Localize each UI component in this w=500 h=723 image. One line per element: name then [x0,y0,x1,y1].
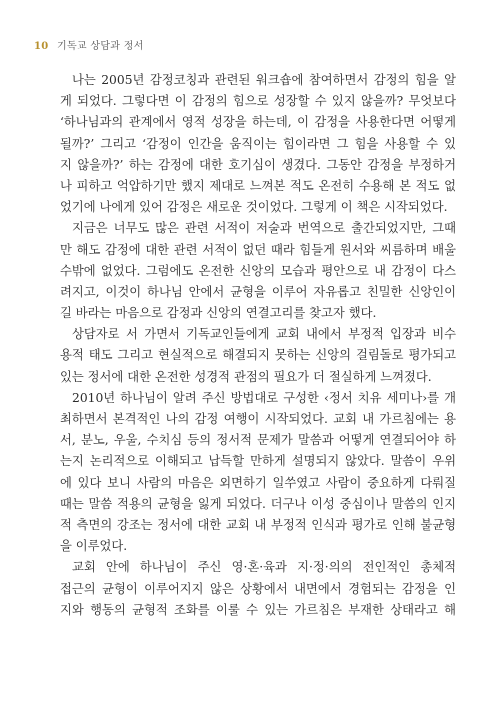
paragraph-line: 될까?’ 그리고 ‘감정이 인간을 움직이는 힘이라면 그 힘을 사용할 수 있 [60,136,456,151]
paragraph-line: 최하면서 본격적인 나의 감정 여행이 시작되었다. 교회 내 가르침에는 용 [60,412,456,426]
paragraph-line: 나는 2005년 감정코칭과 관련된 워크숍에 참여하면서 감정의 힘을 알 [72,73,456,87]
running-header [34,37,144,52]
paragraph-line: 때는 말씀 적용의 균형을 잃게 되었다. 더구나 이성 중심이나 말씀의 인지 [60,496,456,511]
paragraph-line: 있는 정서에 대한 온전한 성경적 관점의 필요가 더 절실하게 느껴졌다. [60,369,432,384]
paragraph-line: 적 측면의 강조는 정서에 대한 교회 내 부정적 인식과 평가로 인해 불균형 [60,517,456,532]
paragraph-line: 려지고, 이것이 하나님 안에서 균형을 이루어 자유롭고 친밀한 신앙인이 [60,284,456,299]
page-number: 10 [34,41,49,52]
paragraph-line: 만 해도 감정에 대한 관련 서적이 없던 때라 힘들게 원서와 씨름하며 배울 [60,242,456,257]
paragraph-line: 길 바라는 마음으로 감정과 신앙의 연결고리를 찾고자 했다. [60,306,377,321]
paragraph-line: 을 이루었다. [60,539,128,554]
paragraph-line: 2010년 하나님이 알려 주신 방법대로 구성한 ‹정서 치유 세미나›를 개 [72,390,456,405]
paragraph-line: 었기에 나에게 있어 감정은 새로운 것이었다. 그렇게 이 책은 시작되었다. [60,200,448,215]
paragraph-line: 는지 논리적으로 이해되고 납득할 만하게 설명되지 않았다. 말씀이 우위 [60,454,456,469]
paragraph-line: 나 피하고 억압하기만 했지 제대로 느껴본 적도 온전히 수용해 본 적도 없 [60,178,456,193]
paragraph-line: 수밖에 없었다. 그럼에도 온전한 신앙의 모습과 평안으로 내 감정이 다스 [60,263,456,278]
book-title: 기독교 상담과 정서 [57,41,144,52]
paragraph-line: 교회 안에 하나님이 주신 영·혼·육과 지·정·의의 전인적인 총체적 [72,560,456,575]
paragraph-line: ‘하나님과의 관계에서 영적 성장을 하는데, 이 감정을 사용한다면 어떻게 [60,115,456,130]
paragraph-line: 용적 태도 그리고 현실적으로 해결되지 못하는 신앙의 걸림돌로 평가되고 [60,348,456,363]
paragraph-line: 지 않을까?’ 하는 감정에 대한 호기심이 생겼다. 그동안 감정을 부정하거 [60,157,456,172]
paragraph-line: 접근의 균형이 이루어지지 않은 상황에서 내면에서 경험되는 감정을 인 [60,581,456,596]
body-text [60,70,456,621]
paragraph-line: 서, 분노, 우울, 수치심 등의 정서적 문제가 말씀과 어떻게 연결되어야 하 [60,433,456,448]
paragraph-line: 상담자로 서 가면서 기독교인들에게 교회 내에서 부정적 입장과 비수 [72,327,456,342]
paragraph-line: 지금은 너무도 많은 관련 서적이 저술과 번역으로 출간되었지만, 그때 [72,221,456,236]
paragraph-line: 게 되었다. 그렇다면 이 감정의 힘으로 성장할 수 있지 않을까? 무엇보다 [60,94,456,109]
paragraph-line: 지와 행동의 균형적 조화를 이룰 수 있는 가르침은 부재한 상태라고 해 [60,602,456,617]
paragraph-line: 에 있다 보니 사람의 마음은 외면하기 일쑤였고 사람이 중요하게 다뤄질 [60,475,456,490]
